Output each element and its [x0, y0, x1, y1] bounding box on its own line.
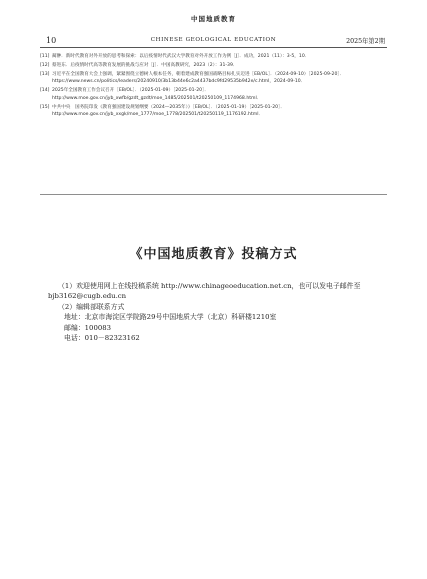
reference-text: 2025年全国教育工作会议召开［EB/OL］．（2025-01-09）［2025-01-20］．http://www.moe.gov.cn/jyb_xwfb/gzdt_gzdt/moe_1485/202501/t20250109_1174968.html．: [52, 88, 262, 101]
reference-text: 习近平在全国教育大会上强调，紧紧围绕立德树人根本任务，朝着建成教育强国战略目标扎实迈进［EB/OL］．（2024-09-10）［2025-09-20］．https://www.news.cn/politics/leaders/20240910/3b13b44e6c2a4437bdc9fd29535b942e/c.html，2024-09-10．: [52, 72, 345, 85]
reference-text: 蔡进东．后疫情时代高等教育发展的挑战与应对［J］．中国高教研究，2023（2）：31-39．: [52, 63, 238, 68]
reference-number: [15]: [40, 104, 50, 110]
reference-item: [40, 62, 387, 69]
journal-title-en: CHINESE GEOLOGICAL EDUCATION: [150, 37, 277, 43]
reference-number: [13]: [40, 72, 50, 77]
reference-item: [40, 87, 387, 102]
reference-list: [40, 53, 387, 120]
section-divider: [40, 194, 387, 195]
submission-info: [48, 281, 388, 343]
reference-text: 中共中央 国务院印发《教育强国建设规划纲要（2024—2035年）》［EB/OL］．（2025-01-19）［2025-01-20］．http://www.moe.gov.cn/jyb_xxgk/moe_1777/moe_1778/202501/t20250119_1176192.html．: [52, 104, 285, 118]
postcode-line: 邮编：100083: [64, 323, 111, 332]
reference-number: [14]: [40, 88, 50, 94]
reference-item: [40, 104, 387, 119]
contact-heading: （2）编辑部联系方式: [58, 302, 125, 311]
submission-title: 《中国地质教育》投稿方式: [129, 247, 298, 262]
online-submission-text: （1）欢迎使用网上在线投稿系统 http://www.chinageoeducation.net.cn，也可以发电子邮件至bjb3162@cugb.edu.cn: [48, 282, 361, 301]
issue-label: 2025年第2期: [346, 38, 385, 45]
journal-title-cn: 中国地质教育: [191, 15, 236, 23]
reference-number: [12]: [40, 63, 50, 68]
reference-number: [11]: [40, 54, 50, 59]
header-rule: [40, 47, 387, 48]
page-number: 10: [46, 36, 57, 45]
reference-text: 蔺翀．新时代教育对外开放的思考和探索：以后疫情时代武汉大学教育对外开放工作为例［J］．成功，2021（11）：3-5，10．: [52, 54, 310, 59]
reference-item: [40, 53, 387, 60]
phone-line: 电话：010－82323162: [64, 334, 140, 343]
reference-item: [40, 71, 387, 86]
address-line: 地址：北京市海淀区学院路29号中国地质大学（北京）科研楼1210室: [64, 313, 277, 322]
